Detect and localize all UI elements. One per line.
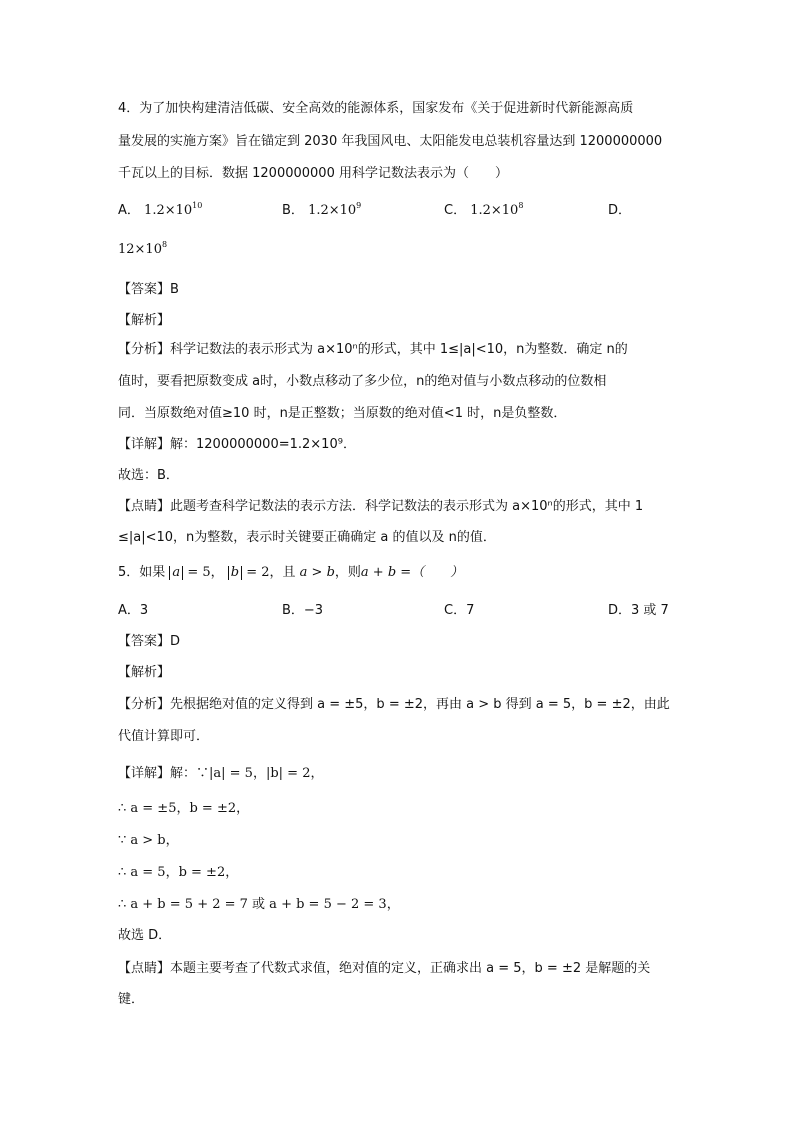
q4-option-b-label: B． — [282, 203, 304, 218]
q5-analysis-tag: 【分析】 — [118, 697, 171, 712]
q4-option-a-label: A． — [118, 203, 140, 218]
q4-analysis-tag: 【分析】 — [118, 342, 171, 357]
q5-condition: a > b — [299, 565, 335, 580]
q4-stem-line1: 4．为了加快构建清洁低碳、安全高效的能源体系，国家发布《关于促进新时代新能源高质 — [118, 101, 634, 116]
q5-answer: 【答案】D — [118, 634, 181, 649]
q4-answer: 【答案】B — [118, 282, 179, 297]
q4-option-c-exp: 8 — [518, 201, 524, 210]
q4-option-b-exp: 9 — [356, 201, 362, 210]
q4-analysis-line2: 值时，要看把原数变成 a时，小数点移动了多少位，n的绝对值与小数点移动的位数相 — [118, 374, 607, 389]
q5-comment-line2: 键． — [118, 992, 145, 1007]
q4-option-c-label: C． — [444, 203, 467, 218]
q5-step1: ∴ a = ±5，b = ±2， — [118, 801, 250, 816]
q5-step4: ∴ a + b = 5 + 2 = 7 或 a + b = 5 − 2 = 3， — [118, 897, 400, 912]
q5-option-c: C．7 — [444, 603, 475, 618]
q4-option-a — [118, 202, 202, 220]
q5-then: ，则 — [334, 565, 361, 580]
q4-option-c-base: 1.2×10 — [470, 203, 519, 218]
q5-detail-text: 解：∵|a| = 5，|b| = 2， — [170, 766, 324, 781]
q4-comment-line1 — [118, 498, 643, 516]
q5-detail — [118, 765, 323, 783]
q5-choose: 故选 D． — [118, 928, 172, 943]
q4-detail — [118, 436, 356, 454]
q4-option-d-label: D． — [608, 203, 632, 218]
q5-analysis-line1 — [118, 696, 670, 714]
q4-analysis-text1: 科学记数法的表示形式为 a×10ⁿ的形式，其中 1≤|a|<10，n为整数．确定 n的 — [170, 342, 628, 357]
q4-option-d-exp: 8 — [161, 240, 168, 249]
q4-comment-line2: ≤|a|<10，n为整数，表示时关键要正确确定 a 的值以及 n的值． — [118, 530, 496, 545]
q4-option-b-base: 1.2×10 — [308, 203, 357, 218]
q5-eq2: = 2，且 — [246, 565, 296, 580]
q4-detail-tag: 【详解】 — [118, 437, 171, 452]
q4-option-d-base: 12×10 — [118, 242, 162, 257]
q4-choose: 故选：B． — [118, 468, 179, 483]
q4-jiexi: 【解析】 — [118, 313, 171, 328]
q5-ask: a + b =（ ） — [360, 565, 464, 580]
q5-jiexi: 【解析】 — [118, 665, 171, 680]
q4-comment-text1: 此题考查科学记数法的表示方法．科学记数法的表示形式为 a×10ⁿ的形式，其中 1 — [170, 499, 644, 514]
q5-stem — [118, 564, 463, 582]
q5-analysis-line2: 代值计算即可． — [118, 729, 210, 744]
q4-stem-line3: 千瓦以上的目标．数据 1200000000 用科学记数法表示为（ ） — [118, 166, 508, 181]
q5-option-d: D．3 或 7 — [608, 603, 669, 618]
q4-option-b — [282, 202, 361, 220]
q5-option-b: B．−3 — [282, 603, 324, 618]
q4-option-a-exp: 10 — [192, 201, 203, 210]
q4-stem-line2: 量发展的实施方案》旨在锚定到 2030 年我国风电、太阳能发电总装机容量达到 1200000000 — [118, 134, 663, 149]
q5-comment-text1: 本题主要考查了代数式求值，绝对值的定义，正确求出 a = 5，b = ±2 是解题的关 — [170, 961, 651, 976]
q4-option-d — [118, 241, 167, 259]
q5-analysis-text1: 先根据绝对值的定义得到 a = ±5，b = ±2，再由 a > b 得到 a = 5，b = ±2，由此 — [170, 697, 670, 712]
q4-analysis-line3: 同．当原数绝对值≥10 时，n是正整数；当原数的绝对值<1 时，n是负整数． — [118, 406, 567, 421]
q5-abs-b: b — [228, 566, 242, 580]
q4-detail-text: 解：1200000000=1.2×10⁹． — [170, 437, 356, 452]
q5-step3: ∴ a = 5，b = ±2， — [118, 865, 239, 880]
q4-comment-tag: 【点睛】 — [118, 499, 171, 514]
q5-eq5: = 5， — [187, 565, 224, 580]
q4-option-c — [444, 202, 523, 220]
q5-comment-tag: 【点睛】 — [118, 961, 171, 976]
q5-comment-line1 — [118, 960, 650, 978]
q5-step2: ∵ a > b， — [118, 833, 179, 848]
q4-option-a-base: 1.2×10 — [144, 203, 193, 218]
q5-stem-prefix: 5．如果 — [118, 565, 166, 580]
q5-detail-tag: 【详解】 — [118, 766, 171, 781]
q5-option-a: A．3 — [118, 603, 149, 618]
q5-abs-a: a — [169, 566, 183, 580]
q4-analysis-line1 — [118, 341, 628, 359]
